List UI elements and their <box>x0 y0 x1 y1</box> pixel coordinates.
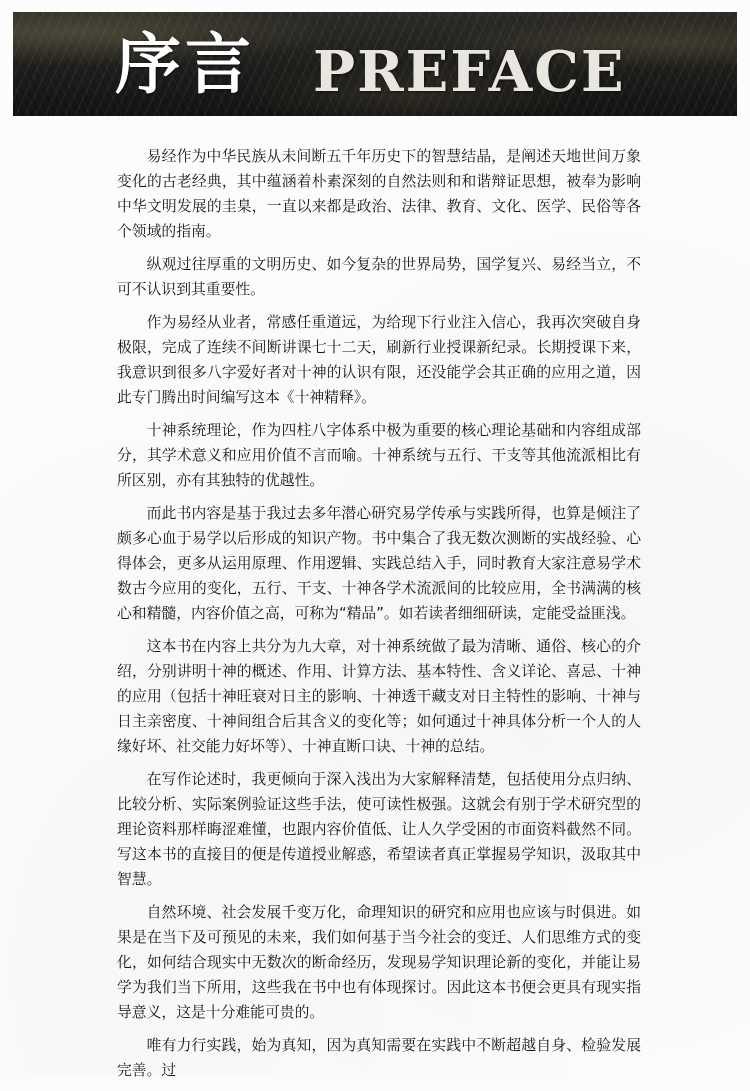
banner-title-english: PREFACE <box>313 39 626 105</box>
paragraph-7: 在写作论述时，我更倾向于深入浅出为大家解释清楚，包括使用分点归纳、比较分析、实际案例验证这些手法，使可读性极强。这就会有别于学术研究型的理论资料那样晦涩难懂，也跟内容价值低、让人久学受困的市面资料截然不同。写这本书的直接目的便是传道授业解惑，希望读者真正掌握易学知识，汲取其中智慧。 <box>117 771 641 888</box>
paragraph-3: 作为易经从业者，常感任重道远，为给现下行业注入信心，我再次突破自身极限，完成了连续不间断讲课七十二天，刷新行业授课新纪录。长期授课下来，我意识到很多八字爱好者对十神的认识有限，还没能学会其正确的应用之道，因此专门腾出时间编写这本《十神精释》。 <box>117 314 641 406</box>
preface-body <box>117 144 641 1091</box>
paragraph-9: 唯有力行实践，始为真知，因为真知需要在实践中不断超越自身、检验发展完善。过 <box>117 1037 641 1079</box>
preface-banner <box>13 12 737 116</box>
paragraph-2: 纵观过往厚重的文明历史、如今复杂的世界局势，国学复兴、易经当立，不可不认识到其重要性。 <box>117 256 641 298</box>
paragraph-4: 十神系统理论，作为四柱八字体系中极为重要的核心理论基础和内容组成部分，其学术意义和应用价值不言而喻。十神系统与五行、干支等其他流派相比有所区别，亦有其独特的优越性。 <box>117 422 641 489</box>
banner-title-chinese: 序言 <box>115 25 255 103</box>
paragraph-1: 易经作为中华民族从未间断五千年历史下的智慧结晶，是阐述天地世间万象变化的古老经典，其中蕴涵着朴素深刻的自然法则和和谐辩证思想，被奉为影响中华文明发展的圭臬，一直以来都是政治、法律、教育、文化、医学、民俗等各个领域的指南。 <box>117 148 641 240</box>
paragraph-6: 这本书在内容上共分为九大章，对十神系统做了最为清晰、通俗、核心的介绍，分别讲明十神的概述、作用、计算方法、基本特性、含义详论、喜忌、十神的应用（包括十神旺衰对日主的影响、十神透干藏支对日主特性的影响、十神与日主亲密度、十神间组合后其含义的变化等；如何通过十神具体分析一个人的人缘好坏、社交能力好坏等）、十神直断口诀、十神的总结。 <box>117 638 641 755</box>
paragraph-5: 而此书内容是基于我过去多年潜心研究易学传承与实践所得，也算是倾注了颇多心血于易学以后形成的知识产物。书中集合了我无数次测断的实战经验、心得体会，更多从运用原理、作用逻辑、实践总结入手，同时教育大家注意易学术数古今应用的变化，五行、干支、十神各学术流派间的比较应用，全书满满的核心和精髓，内容价值之高，可称为“精品”。如若读者细细研读，定能受益匪浅。 <box>117 505 641 622</box>
paragraph-8: 自然环境、社会发展千变万化，命理知识的研究和应用也应该与时俱进。如果是在当下及可预见的未来，我们如何基于当今社会的变迁、人们思维方式的变化，如何结合现实中无数次的断命经历，发现易学知识理论新的变化，并能让易学为我们当下所用，这些我在书中也有体现探讨。因此这本书便会更具有现实指导意义，这是十分难能可贵的。 <box>117 904 641 1021</box>
